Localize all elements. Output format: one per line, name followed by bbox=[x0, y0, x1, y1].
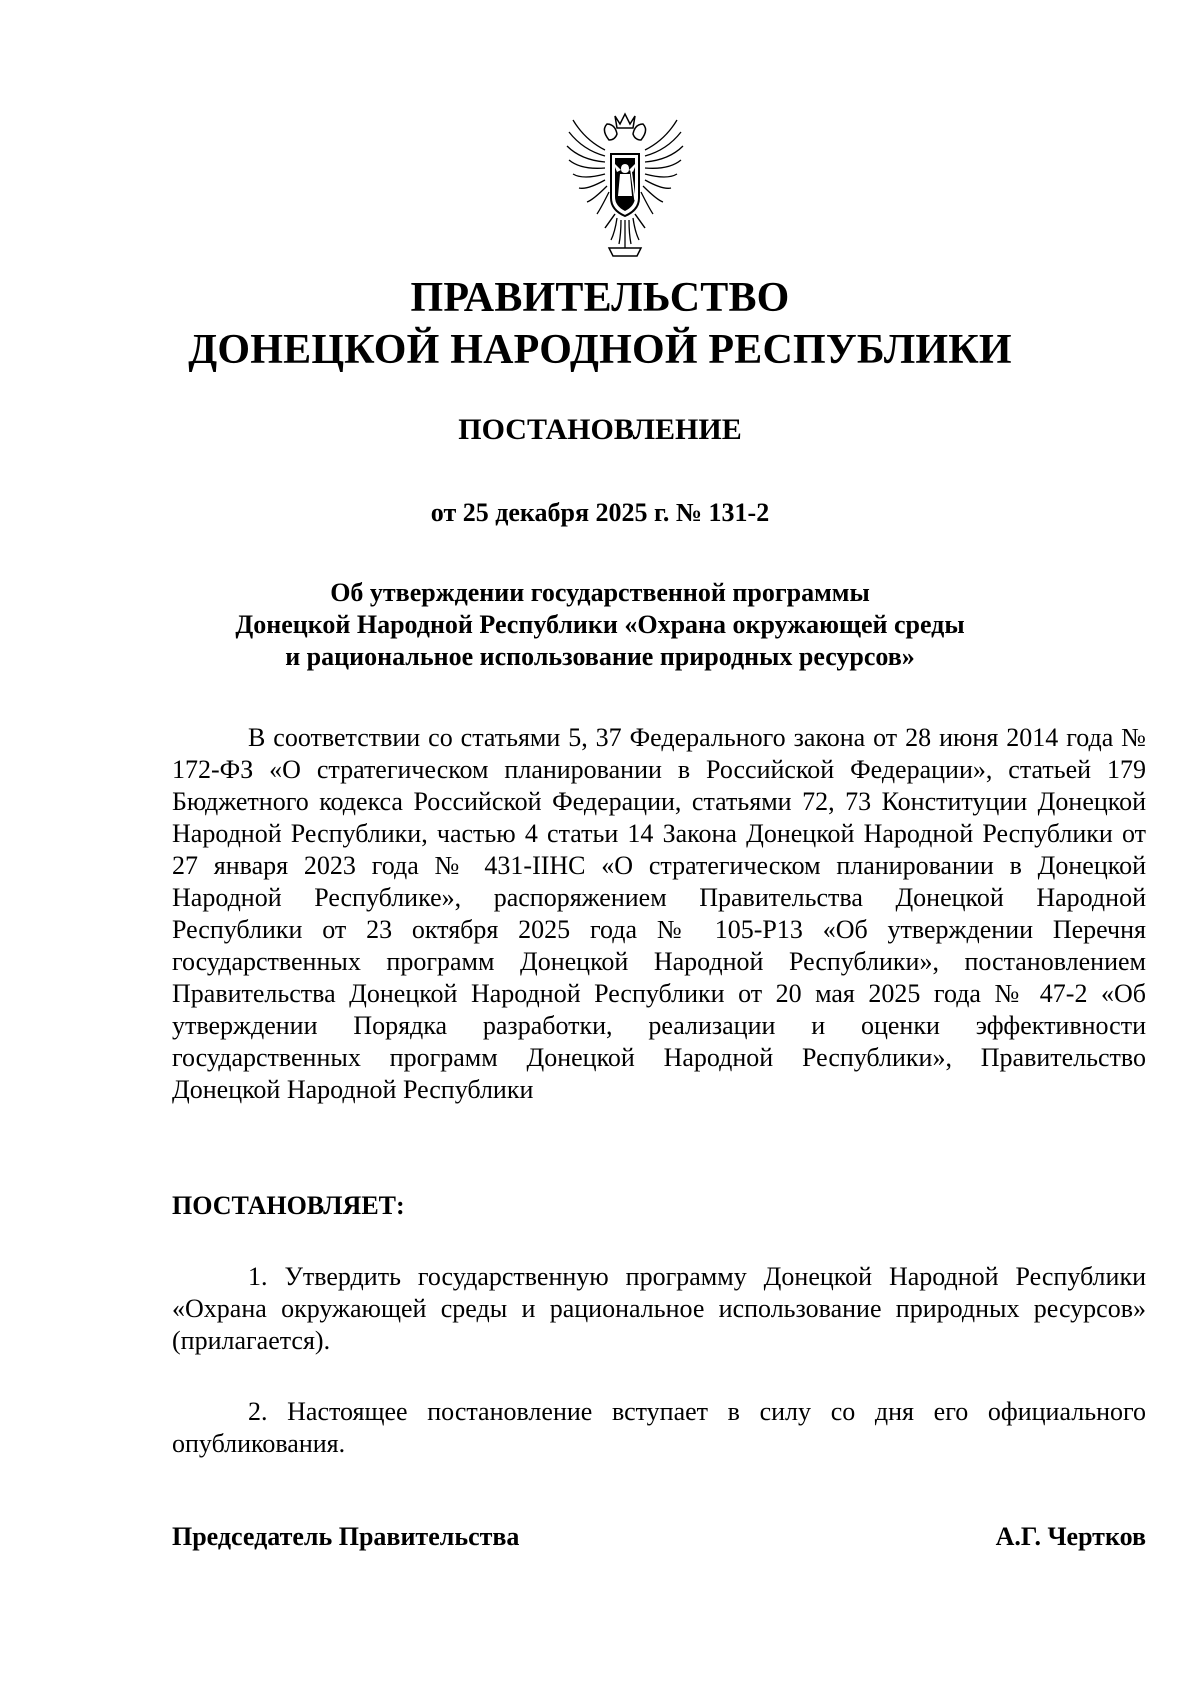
preamble-paragraph: В соответствии со статьями 5, 37 Федерального закона от 28 июня 2014 года № 172-ФЗ «О стратегическом планировании в Российской Федерации», статьей 179 Бюджетного кодекса Российской Федерации, статьями 72, 73 Конституции Донецкой Народной Республики, частью 4 статьи 14 Закона Донецкой Народной Республики от 27 января 2023 года № 431-IIНС «О стратегическом планировании в Донецкой Народной Республике», распоряжением Правительства Донецкой Народной Республики от 23 октября 2025 года № 105-Р13 «Об утверждении Перечня государственных программ Донецкой Народной Республики», постановлением Правительства Донецкой Народной Республики от 20 мая 2025 года № 47-2 «Об утверждении Порядка разработки, реализации и оценки эффективности государственных программ Донецкой Народной Республики», Правительство Донецкой Народной Республики bbox=[172, 723, 1146, 1104]
signatory-position: Председатель Правительства bbox=[172, 1522, 520, 1551]
document-type: ПОСТАНОВЛЕНИЕ bbox=[458, 413, 742, 446]
subject-line-2: Донецкой Народной Республики «Охрана окружающей среды bbox=[235, 610, 965, 639]
government-title bbox=[0, 272, 1200, 376]
clause-1: 1. Утвердить государственную программу Донецкой Народной Республики «Охрана окружающей среды и рациональное использование природных ресурсов» (прилагается). bbox=[172, 1262, 1146, 1355]
document-date-number: от 25 декабря 2025 г. № 131-2 bbox=[430, 498, 770, 527]
signatory-name: А.Г. Чертков bbox=[995, 1522, 1146, 1551]
document-subject bbox=[0, 577, 1200, 673]
government-title-line-1: ПРАВИТЕЛЬСТВО bbox=[410, 275, 790, 321]
subject-line-1: Об утверждении государственной программы bbox=[330, 578, 870, 607]
clause-2: 2. Настоящее постановление вступает в силу со дня его официального опубликования. bbox=[172, 1397, 1146, 1458]
government-title-line-2: ДОНЕЦКОЙ НАРОДНОЙ РЕСПУБЛИКИ bbox=[188, 327, 1012, 373]
subject-line-3: и рациональное использование природных ресурсов» bbox=[285, 642, 915, 671]
coat-of-arms-icon bbox=[565, 110, 685, 260]
resolves-heading: ПОСТАНОВЛЯЕТ: bbox=[172, 1191, 405, 1220]
